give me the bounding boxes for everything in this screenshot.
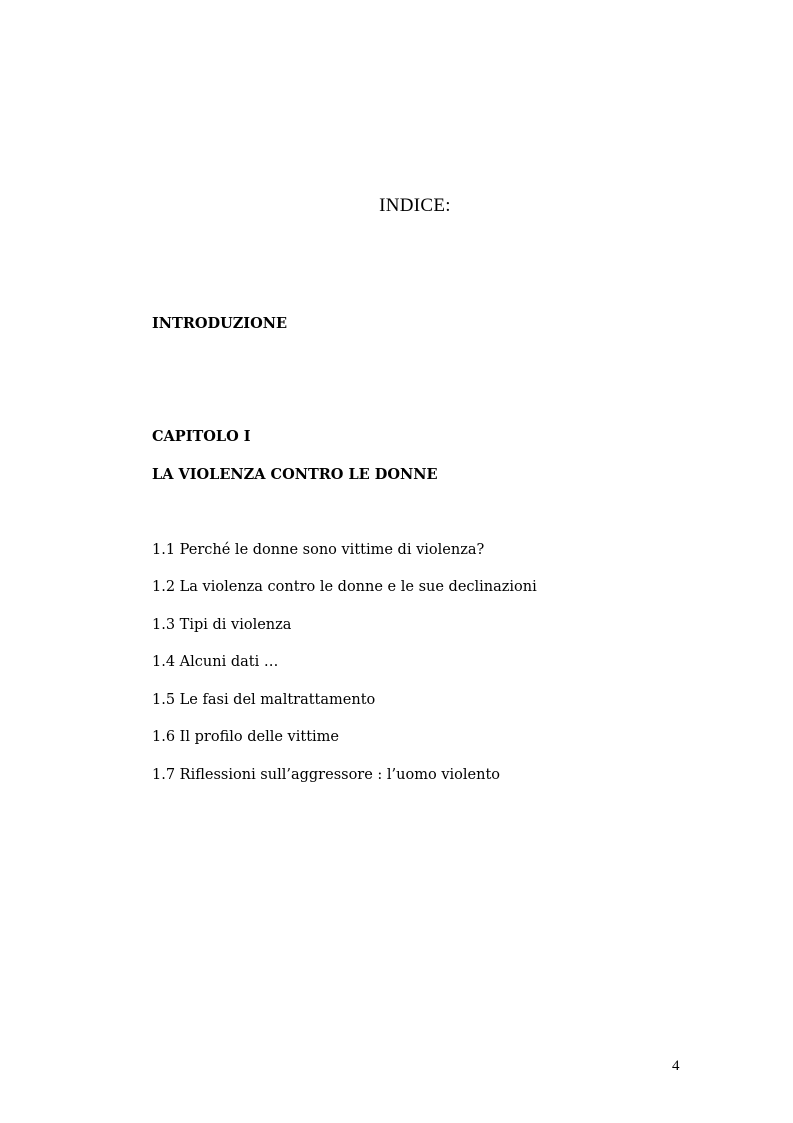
page-number: 4 — [672, 1058, 680, 1074]
toc-section-1-4: 1.4 Alcuni dati … — [152, 654, 279, 670]
toc-chapter-label: CAPITOLO I — [152, 428, 251, 445]
toc-section-1-3: 1.3 Tipi di violenza — [152, 617, 292, 633]
toc-section-1-6: 1.6 Il profilo delle vittime — [152, 729, 340, 745]
toc-section-1-1: 1.1 Perché le donne sono vittime di violenza? — [152, 542, 485, 558]
toc-chapter-title: LA VIOLENZA CONTRO LE DONNE — [152, 466, 438, 483]
toc-introduction: INTRODUZIONE — [152, 315, 288, 332]
toc-section-1-5: 1.5 Le fasi del maltrattamento — [152, 692, 376, 708]
toc-section-1-2: 1.2 La violenza contro le donne e le sue declinazioni — [152, 579, 537, 595]
page-title: INDICE: — [379, 195, 451, 216]
toc-section-1-7: 1.7 Riflessioni sull’aggressore : l’uomo violento — [152, 767, 500, 783]
